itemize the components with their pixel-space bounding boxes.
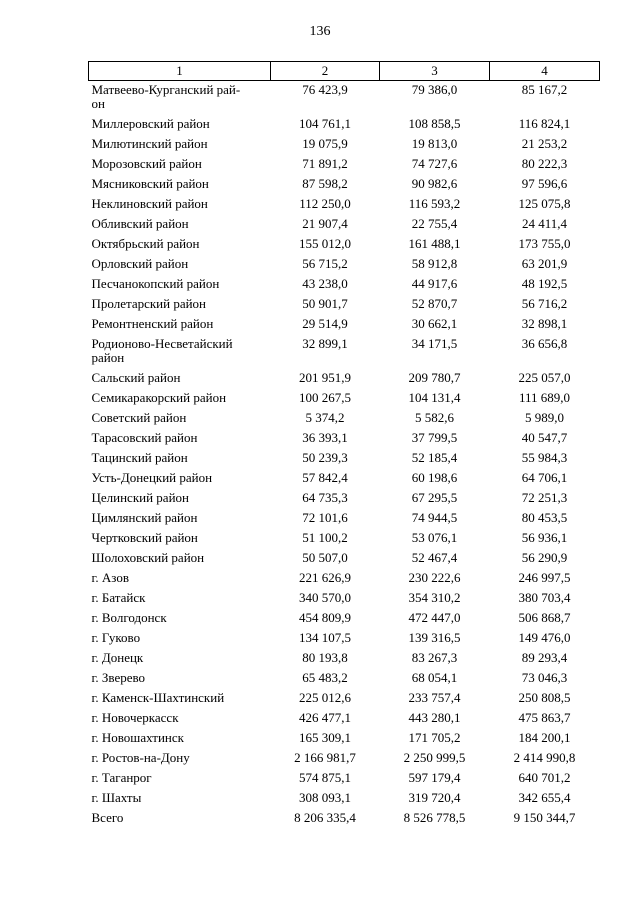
table-row [89,237,600,257]
value-col2-cell: 76 423,9 [302,82,348,97]
row-name-cell: Пролетарский район [91,296,207,311]
table-row [89,297,600,317]
row-name-cell: Ремонтненский район [91,316,214,331]
value-col2-cell: 5 374,2 [305,410,345,425]
row-name-cell: Мясниковский район [91,176,209,191]
budget-table [88,61,600,831]
table-row [89,531,600,551]
table-row [89,451,600,471]
value-col2-cell: 72 101,6 [302,510,348,525]
table-row [89,591,600,611]
value-col4-cell: 97 596,6 [521,176,568,191]
row-name-cell: г. Батайск [91,590,146,605]
value-col4-cell: 56 716,2 [521,296,568,311]
value-col4-cell: 475 863,7 [518,710,571,725]
table-row [89,81,600,118]
row-name-cell: Целинский район [91,490,189,505]
row-name-cell: Чертковский район [91,530,198,545]
table-row [89,277,600,297]
value-col2-cell: 50 507,0 [302,550,348,565]
row-name-cell: г. Таганрог [91,770,152,785]
value-col3-cell: 83 267,3 [411,650,458,665]
row-name-cell: г. Донецк [91,650,144,665]
row-name-cell: г. Каменск-Шахтинский [91,690,225,705]
value-col2-cell: 340 570,0 [299,590,351,605]
value-col4-cell: 342 655,4 [518,790,571,805]
value-col3-cell: 22 755,4 [411,216,458,231]
value-col3-cell: 443 280,1 [408,710,461,725]
row-name-cell: Всего [91,810,124,825]
table-row [89,337,600,371]
value-col2-cell: 51 100,2 [302,530,348,545]
value-col4-cell: 111 689,0 [518,390,571,405]
table-row [89,471,600,491]
table-row [89,791,600,811]
value-col3-cell: 19 813,0 [411,136,458,151]
row-name-cell: г. Зверево [91,670,146,685]
value-col3-cell: 8 526 778,5 [403,810,466,825]
value-col2-cell: 225 012,6 [299,690,351,705]
table-row [89,631,600,651]
value-col3-cell: 30 662,1 [411,316,458,331]
value-col4-cell: 149 476,0 [518,630,571,645]
column-header-3: 3 [380,62,490,81]
table-row [89,117,600,137]
table-row [89,411,600,431]
value-col2-cell: 21 907,4 [302,216,348,231]
table-row [89,391,600,411]
value-col2-cell: 2 166 981,7 [294,750,356,765]
row-name-cell: Октябрьский район [91,236,200,251]
value-col2-cell: 87 598,2 [302,176,348,191]
value-col2-cell: 201 951,9 [299,370,351,385]
row-name-cell: Неклиновский район [91,196,208,211]
value-col3-cell: 2 250 999,5 [403,750,466,765]
value-col4-cell: 184 200,1 [518,730,571,745]
value-col3-cell: 52 185,4 [411,450,458,465]
table-row [89,711,600,731]
row-name-cell: Родионово-Несветайский район [91,336,233,365]
table-row [89,751,600,771]
value-col4-cell: 640 701,2 [518,770,571,785]
value-col3-cell: 597 179,4 [408,770,461,785]
value-col4-cell: 80 453,5 [521,510,568,525]
value-col4-cell: 246 997,5 [518,570,571,585]
value-col4-cell: 64 706,1 [521,470,568,485]
value-col4-cell: 116 824,1 [518,116,571,131]
value-col2-cell: 165 309,1 [299,730,351,745]
value-col3-cell: 319 720,4 [408,790,461,805]
page-number: 136 [309,24,331,39]
value-col4-cell: 173 755,0 [518,236,571,251]
table-row [89,491,600,511]
value-col2-cell: 29 514,9 [302,316,348,331]
row-name-cell: Семикаракорский район [91,390,227,405]
value-col3-cell: 108 858,5 [408,116,461,131]
row-name-cell: г. Ростов-на-Дону [91,750,190,765]
row-name-cell: Усть-Донецкий район [91,470,213,485]
value-col3-cell: 74 727,6 [411,156,458,171]
column-header-1: 1 [89,62,271,81]
value-col2-cell: 112 250,0 [299,196,351,211]
table-row [89,511,600,531]
value-col3-cell: 67 295,5 [411,490,458,505]
table-row [89,317,600,337]
value-col2-cell: 454 809,9 [299,610,351,625]
value-col3-cell: 209 780,7 [408,370,461,385]
row-name-cell: г. Шахты [91,790,142,805]
value-col2-cell: 19 075,9 [302,136,348,151]
value-col2-cell: 134 107,5 [299,630,351,645]
table-row [89,771,600,791]
value-col2-cell: 32 899,1 [302,336,348,351]
value-col4-cell: 24 411,4 [521,216,568,231]
value-col4-cell: 56 290,9 [521,550,568,565]
value-col3-cell: 230 222,6 [408,570,461,585]
row-name-cell: Тарасовский район [91,430,198,445]
value-col3-cell: 37 799,5 [411,430,458,445]
value-col4-cell: 32 898,1 [521,316,568,331]
value-col3-cell: 53 076,1 [411,530,458,545]
value-col3-cell: 161 488,1 [408,236,461,251]
table-row [89,217,600,237]
value-col2-cell: 104 761,1 [299,116,351,131]
row-name-cell: г. Новошахтинск [91,730,184,745]
value-col2-cell: 221 626,9 [299,570,351,585]
table-row [89,651,600,671]
row-name-cell: г. Волгодонск [91,610,167,625]
value-col4-cell: 9 150 344,7 [513,810,576,825]
value-col3-cell: 60 198,6 [411,470,458,485]
table-row [89,551,600,571]
value-col4-cell: 5 989,0 [525,410,564,425]
table-row [89,731,600,751]
value-col4-cell: 72 251,3 [521,490,568,505]
table-row [89,371,600,391]
value-col3-cell: 472 447,0 [408,610,461,625]
value-col2-cell: 43 238,0 [302,276,348,291]
value-col2-cell: 100 267,5 [299,390,351,405]
value-col2-cell: 155 012,0 [299,236,351,251]
value-col2-cell: 50 239,3 [302,450,348,465]
value-col4-cell: 225 057,0 [518,370,571,385]
table-row [89,137,600,157]
value-col4-cell: 250 808,5 [518,690,571,705]
value-col2-cell: 574 875,1 [299,770,351,785]
value-col3-cell: 34 171,5 [411,336,458,351]
value-col2-cell: 426 477,1 [299,710,351,725]
table-row [89,691,600,711]
row-name-cell: г. Азов [91,570,129,585]
value-col4-cell: 2 414 990,8 [513,750,576,765]
row-name-cell: Советский район [91,410,187,425]
table-row [89,197,600,217]
column-header-2: 2 [271,62,380,81]
table-row [89,157,600,177]
value-col2-cell: 36 393,1 [302,430,348,445]
value-col4-cell: 48 192,5 [521,276,568,291]
value-col3-cell: 116 593,2 [408,196,461,211]
value-col4-cell: 63 201,9 [521,256,568,271]
value-col4-cell: 21 253,2 [521,136,568,151]
value-col2-cell: 8 206 335,4 [294,810,356,825]
value-col4-cell: 55 984,3 [521,450,568,465]
table-row [89,177,600,197]
value-col4-cell: 85 167,2 [521,82,568,97]
row-name-cell: г. Гуково [91,630,141,645]
row-name-cell: Песчанокопский район [91,276,220,291]
value-col3-cell: 68 054,1 [411,670,458,685]
value-col3-cell: 104 131,4 [408,390,461,405]
row-name-cell: г. Новочеркасск [91,710,179,725]
value-col3-cell: 354 310,2 [408,590,461,605]
table-row [89,671,600,691]
value-col4-cell: 56 936,1 [521,530,568,545]
table-row [89,431,600,451]
value-col2-cell: 56 715,2 [302,256,348,271]
value-col4-cell: 89 293,4 [521,650,568,665]
value-col2-cell: 65 483,2 [302,670,348,685]
value-col3-cell: 58 912,8 [411,256,458,271]
value-col4-cell: 380 703,4 [518,590,571,605]
value-col4-cell: 73 046,3 [521,670,568,685]
table-row [89,257,600,277]
value-col3-cell: 52 467,4 [411,550,458,565]
column-number-row [89,62,600,81]
value-col2-cell: 71 891,2 [302,156,348,171]
row-name-cell: Шолоховский район [91,550,205,565]
value-col4-cell: 36 656,8 [521,336,568,351]
value-col3-cell: 233 757,4 [408,690,461,705]
row-name-cell: Цимлянский район [91,510,198,525]
row-name-cell: Орловский район [91,256,189,271]
value-col3-cell: 74 944,5 [411,510,458,525]
table-body [89,81,600,832]
value-col2-cell: 57 842,4 [302,470,348,485]
value-col2-cell: 308 093,1 [299,790,351,805]
table-row [89,571,600,591]
value-col3-cell: 52 870,7 [411,296,458,311]
value-col2-cell: 80 193,8 [302,650,348,665]
row-name-cell: Матвеево-Курганский рай- он [91,82,241,111]
value-col3-cell: 44 917,6 [411,276,458,291]
row-name-cell: Сальский район [91,370,181,385]
row-name-cell: Морозовский район [91,156,202,171]
value-col2-cell: 50 901,7 [302,296,348,311]
value-col2-cell: 64 735,3 [302,490,348,505]
value-col4-cell: 506 868,7 [518,610,571,625]
value-col3-cell: 5 582,6 [415,410,454,425]
value-col3-cell: 79 386,0 [411,82,458,97]
value-col4-cell: 40 547,7 [521,430,568,445]
table-row [89,611,600,631]
value-col4-cell: 125 075,8 [518,196,571,211]
value-col4-cell: 80 222,3 [521,156,568,171]
value-col3-cell: 90 982,6 [411,176,458,191]
column-header-4: 4 [490,62,600,81]
row-name-cell: Миллеровский район [91,116,210,131]
table-row [89,811,600,831]
value-col3-cell: 139 316,5 [408,630,461,645]
value-col3-cell: 171 705,2 [408,730,461,745]
row-name-cell: Тацинский район [91,450,188,465]
row-name-cell: Милютинский район [91,136,208,151]
row-name-cell: Обливский район [91,216,189,231]
